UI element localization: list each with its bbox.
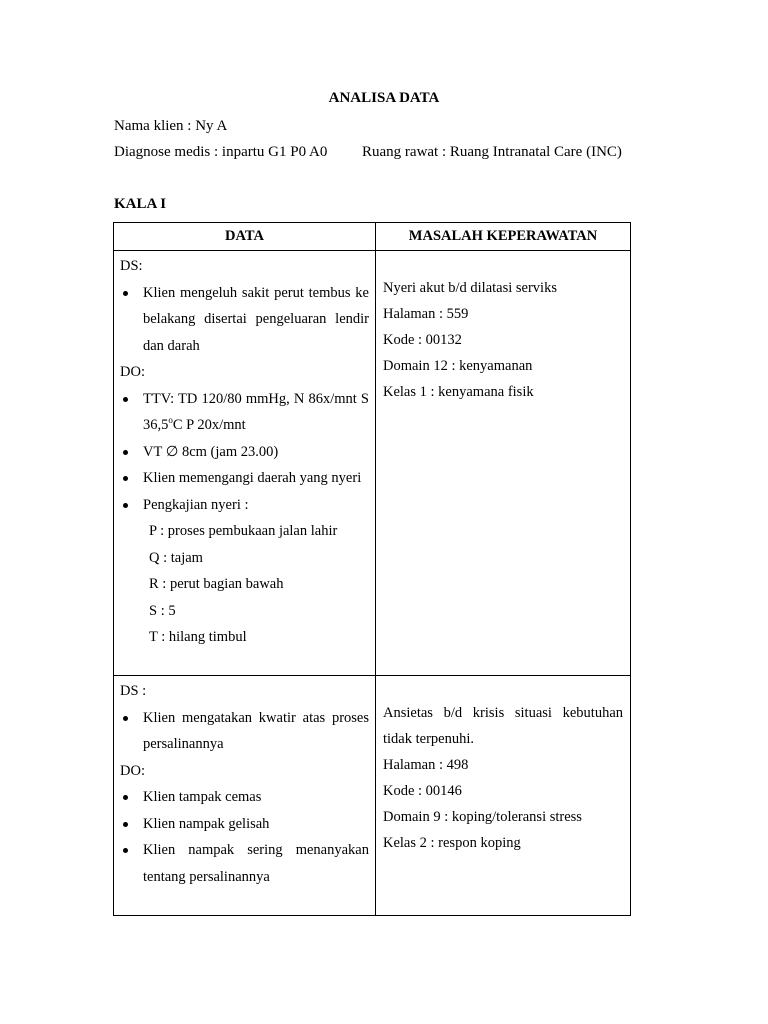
masalah-line: Kelas 2 : respon koping <box>383 835 521 851</box>
list-item: Klien nampak gelisah <box>120 811 369 838</box>
table-row <box>114 676 631 916</box>
client-name: Nama klien : Ny A <box>114 118 228 134</box>
diagnosis-line <box>114 144 622 161</box>
do-label: DO: <box>120 762 145 779</box>
pain-assessment-item: P : proses pembukaan jalan lahir <box>149 523 338 539</box>
masalah-line: Ansietas b/d krisis situasi kebutuhan tidak terpenuhi. <box>383 705 623 747</box>
list-item: Klien nampak sering menanyakan tentang persalinannya <box>120 837 369 890</box>
degree-sup: o <box>168 415 173 426</box>
masalah-line: Domain 12 : kenyamanan <box>383 358 533 374</box>
list-item: Pengkajian nyeri : <box>120 492 369 519</box>
care-room: Ruang rawat : Ruang Intranatal Care (INC) <box>362 144 622 160</box>
list-item: VT ∅ 8cm (jam 23.00) <box>120 439 369 466</box>
pain-assessment-item: S : 5 <box>149 602 176 619</box>
list-item <box>120 386 369 439</box>
analysis-table <box>113 222 631 916</box>
masalah-line: Kode : 00146 <box>383 783 462 799</box>
table-header-row <box>114 223 631 251</box>
ttv-text: TTV: TD 120/80 mmHg, N 86x/mnt S 36,5 <box>143 390 369 433</box>
masalah-line: Halaman : 498 <box>383 757 469 773</box>
list-item: Klien memengangi daerah yang nyeri <box>120 465 369 492</box>
document-title: ANALISA DATA <box>328 90 440 106</box>
pain-assessment-item: T : hilang timbul <box>149 629 247 645</box>
list-item: Klien mengeluh sakit perut tembus ke belakang disertai pengeluaran lendir dan darah <box>120 280 369 360</box>
do-label: DO: <box>120 364 145 380</box>
header-data: DATA <box>114 223 376 251</box>
masalah-line: Halaman : 559 <box>383 306 469 322</box>
masalah-cell <box>376 251 631 676</box>
header-masalah: MASALAH KEPERAWATAN <box>376 223 631 251</box>
masalah-line: Nyeri akut b/d dilatasi serviks <box>383 280 557 296</box>
masalah-line: Kelas 1 : kenyamana fisik <box>383 384 534 400</box>
masalah-line: Kode : 00132 <box>383 332 462 348</box>
pain-assessment-item: Q : tajam <box>149 549 203 566</box>
masalah-line: Domain 9 : koping/toleransi stress <box>383 809 582 825</box>
ttv-text-end: C P 20x/mnt <box>172 417 246 433</box>
section-heading: KALA I <box>114 196 167 212</box>
medical-diagnosis: Diagnose medis : inpartu G1 P0 A0 <box>114 144 328 160</box>
list-item: Klien mengatakan kwatir atas proses persalinannya <box>120 705 369 758</box>
list-item: Klien tampak cemas <box>120 784 369 811</box>
data-cell <box>114 676 376 916</box>
ds-label: DS: <box>120 258 143 274</box>
ds-label: DS : <box>120 683 147 699</box>
pain-assessment-item: R : perut bagian bawah <box>149 576 284 592</box>
masalah-cell <box>376 676 631 916</box>
data-cell <box>114 251 376 676</box>
table-row <box>114 251 631 676</box>
